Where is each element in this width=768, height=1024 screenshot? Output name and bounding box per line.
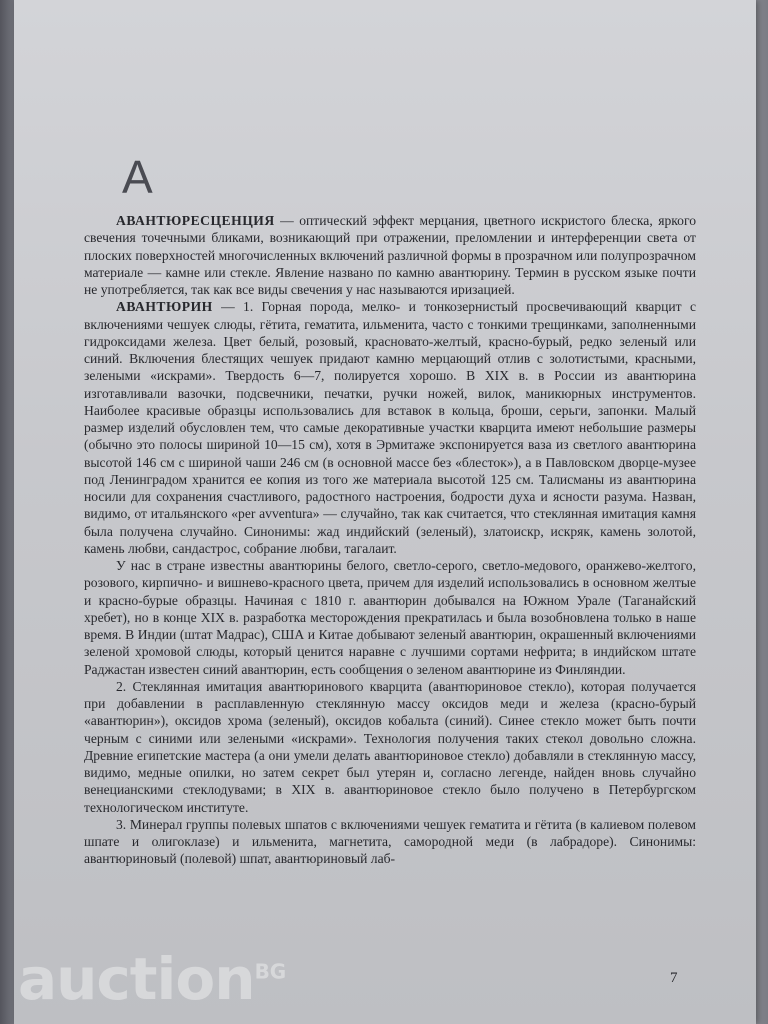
book-page	[14, 0, 756, 1024]
page-text	[84, 212, 696, 868]
entry-paragraph: 2. Стеклянная имитация авантюринового кварцита (авантюриновое стекло), которая получается при добавлении в расплавленную стеклянную массу оксидов меди и железа (красно-бурый «авантюрин»), оксидов хрома (зеленый), оксидов кобальта (синий). Синее стекло может быть почти черным с синими или зелеными «искрами». Технология получения таких стекол довольно сложна. Древние египетские мастера (а они умели делать авантюриновое стекло) добавляли в стеклянную массу, видимо, медные опилки, но затем секрет был утерян и, согласно легенде, найден вновь случайно венецианскими стеклодувами; в XIX в. авантюриновое стекло было получено в Петербургском технологическом институте.	[84, 678, 696, 815]
section-letter: А	[122, 151, 153, 203]
page-number: 7	[670, 970, 678, 986]
watermark-suffix: BG	[254, 959, 287, 984]
watermark-logo	[18, 945, 286, 1013]
entry-text: — 1. Горная порода, мелко- и тонкозернистый просвечивающий кварцит с включениями чешуек слюды, гётита, гематита, ильменита, часто с тонкими трещинками, заполненными гидроксидами железа. Цвет белый, розовый, красновато-желтый, красно-бурый, редко зеленый или синий. Включения блестящих чешуек придают камню мерцающий отлив с золотистыми, красными, зелеными «искрами». Твердость 6—7, полируется хорошо. В XIX в. в России из авантюрина изготавливали вазочки, подсвечники, печатки, ручки ножей, вилок, маникюрных инструментов. Наиболее красивые образцы использовались для вставок в кольца, броши, серьги, запонки. Малый размер изделий обусловлен тем, что самые декоративные участки кварцита имеют небольшие размеры (обычно это полосы шириной 10—15 см), хотя в Эрмитаже экспонируется ваза из светлого авантюрина высотой 146 см с шириной чаши 246 см (в основной массе без «блесток»), а в Павловском дворце-музее под Ленинградом хранится ее копия из того же материала высотой 125 см. Талисманы из авантюрина носили для сохранения счастливого, радостного настроения, бодрости духа и ясности разума. Назван, видимо, от итальянского «per avventura» — случайно, так как считается, что стеклянная имитация камня была получена случайно. Синонимы: жад индийский (зеленый), златоискр, искряк, камень золотой, камень любви, сандастрос, собрание любви, тагалаит.	[84, 299, 696, 556]
entry-paragraph: 3. Минерал группы полевых шпатов с включениями чешуек гематита и гётита (в калиевом полевом шпате и олигоклазе) и ильменита, магнетита, самородной меди (в лабрадоре). Синонимы: авантюриновый (полевой) шпат, авантюриновый лаб-	[84, 816, 696, 867]
entry-paragraph	[84, 298, 696, 557]
entry-paragraph: У нас в стране известны авантюрины белого, светло-серого, светло-медового, оранжево-желтого, розового, кирпично- и вишнево-красного цвета, причем для изделий использовались в основном желтые и красно-бурые образцы. Начиная с 1810 г. авантюрин добывался на Южном Урале (Таганайский хребет), но в конце XIX в. разработка месторождения прекратилась и была возобновлена только в наше время. В Индии (штат Мадрас), США и Китае добывают зеленый авантюрин, окрашенный включениями зеленой хромовой слюды, который ценится наравне с лучшими сортами нефрита; в индийском штате Раджастан известен синий авантюрин, есть сообщения о зеленом авантюрине из Финляндии.	[84, 558, 696, 677]
entry-text: — оптический эффект мерцания, цветного искристого блеска, яркого свечения точечными бликами, возникающий при отражении, преломлении и интерференции света от плоских поверхностей многочисленных включений различной формы в прозрачном или полупрозрачном материале — камне или стекле. Явление названо по камню авантюрину. Термин в русском языке почти не употребляется, так как все виды свечения у нас называются иризацией.	[84, 213, 696, 297]
watermark-text: auction	[18, 945, 255, 1013]
entry-paragraph	[84, 212, 696, 298]
entry-term: АВАНТЮРИН	[116, 299, 213, 315]
entry-term: АВАНТЮРЕСЦЕНЦИЯ	[116, 213, 275, 228]
